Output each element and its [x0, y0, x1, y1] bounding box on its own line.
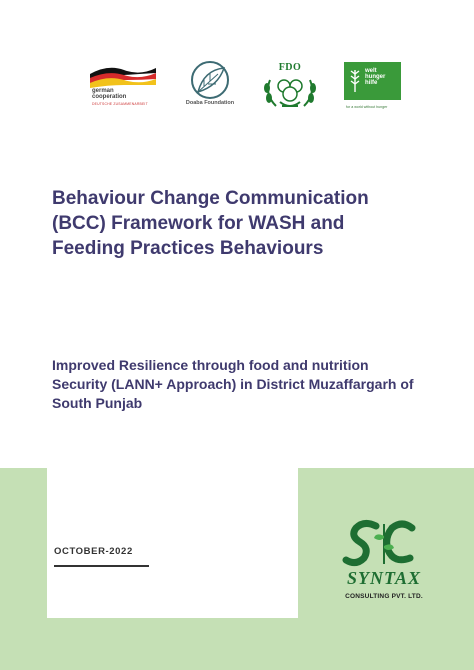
document-title: Behaviour Change Communication (BCC) Framework for WASH and Feeding Practices Behaviours: [52, 188, 369, 259]
leaf-circle-icon: [184, 60, 236, 100]
giz-line-2: cooperation: [92, 94, 127, 100]
welthungerhilfe-logo: [344, 62, 404, 114]
syntax-company-name: CONSULTING PVT. LTD.: [345, 593, 423, 600]
giz-line-1: german: [92, 88, 114, 94]
syntax-consulting-logo: [336, 516, 432, 608]
giz-line-3: DEUTSCHE ZUSAMMENARBEIT: [92, 102, 148, 106]
fdo-logo: [260, 58, 320, 116]
fdo-caption: FDO: [278, 62, 302, 73]
document-subtitle: Improved Resilience through food and nutrition Security (LANN+ Approach) in District Muzaffargarh of South Punjab: [52, 357, 414, 411]
wheat-icon: [348, 68, 362, 92]
doaba-foundation-logo: [184, 60, 236, 116]
cotton-wreath-icon: [260, 58, 320, 116]
syntax-monogram-icon: [336, 516, 432, 572]
whh-line-2: hunger: [365, 74, 386, 80]
partner-logos: [0, 58, 474, 118]
date-card: [47, 468, 298, 618]
whh-line-1: welt: [365, 68, 377, 74]
german-flag-wave-icon: [88, 64, 158, 88]
whh-tagline: for a world without hunger: [346, 105, 388, 109]
whh-line-3: hilfe: [365, 80, 378, 86]
date-underline: [54, 565, 149, 567]
publication-date: OCTOBER-2022: [54, 546, 133, 557]
german-cooperation-logo: [88, 64, 158, 110]
syntax-wordmark: SYNTAX: [346, 568, 422, 588]
doaba-caption: Doaba Foundation: [185, 100, 235, 106]
